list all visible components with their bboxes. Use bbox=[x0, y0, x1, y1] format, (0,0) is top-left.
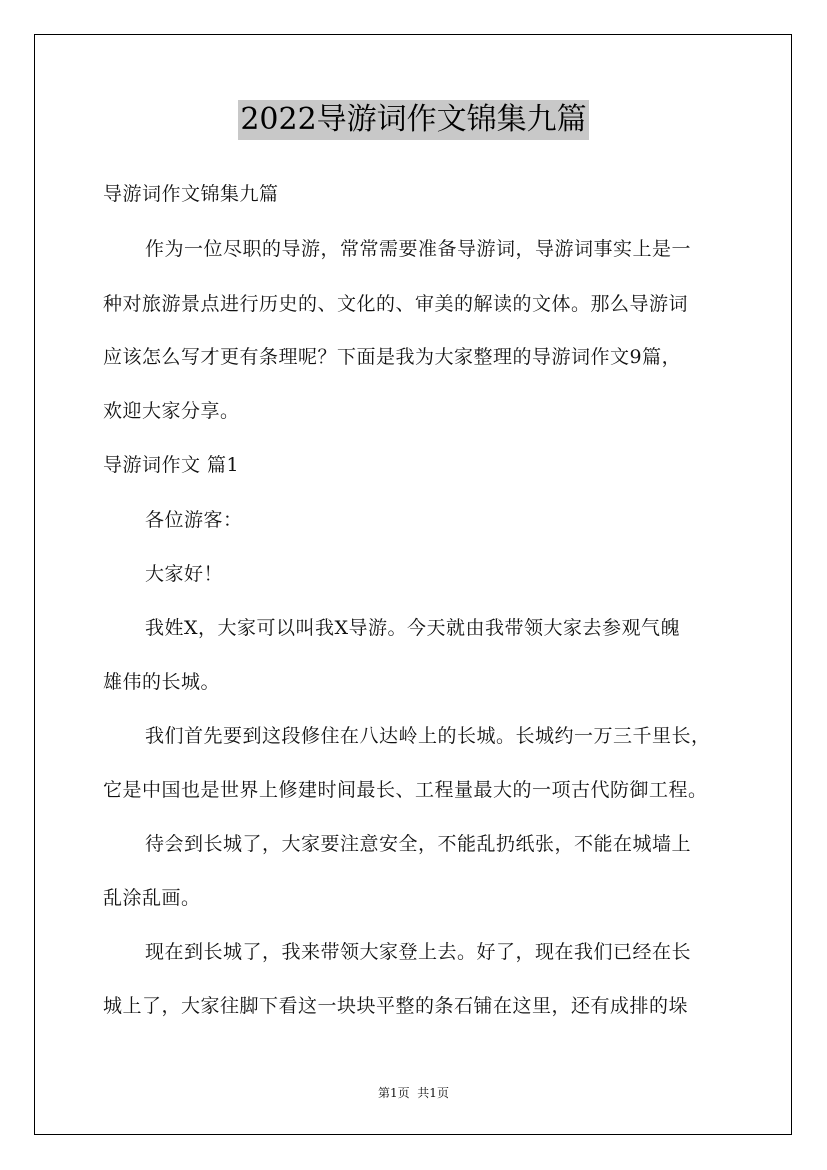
paragraph-line: 我姓X，大家可以叫我X导游。今天就由我带领大家去参观气魄 bbox=[145, 617, 681, 639]
paragraph-line: 大家好！ bbox=[145, 563, 224, 585]
paragraph-line: 种对旅游景点进行历史的、文化的、审美的解读的文体。那么导游词 bbox=[103, 293, 689, 315]
page-footer: 第1页 共1页 bbox=[378, 1086, 449, 1100]
paragraph-line: 乱涂乱画。 bbox=[103, 887, 201, 909]
paragraph-line: 它是中国也是世界上修建时间最长、工程量最大的一项古代防御工程。 bbox=[103, 779, 708, 801]
document-title: 2022导游词作文锦集九篇 bbox=[238, 100, 588, 140]
paragraph-line: 雄伟的长城。 bbox=[103, 671, 221, 693]
section-heading: 导游词作文 篇1 bbox=[103, 454, 240, 476]
paragraph-line: 欢迎大家分享。 bbox=[103, 400, 240, 422]
title-container bbox=[0, 100, 827, 140]
paragraph-line: 作为一位尽职的导游，常常需要准备导游词，导游词事实上是一 bbox=[145, 238, 692, 260]
paragraph-line: 待会到长城了，大家要注意安全，不能乱扔纸张，不能在城墙上 bbox=[145, 833, 692, 855]
paragraph-line: 城上了，大家往脚下看这一块块平整的条石铺在这里，还有成排的垛 bbox=[103, 995, 689, 1017]
paragraph-line: 现在到长城了，我来带领大家登上去。好了，现在我们已经在长 bbox=[145, 941, 692, 963]
paragraph-line: 我们首先要到这段修住在八达岭上的长城。长城约一万三千里长， bbox=[145, 725, 711, 747]
subtitle-line: 导游词作文锦集九篇 bbox=[103, 183, 279, 205]
paragraph-line: 各位游客： bbox=[145, 509, 243, 531]
paragraph-line: 应该怎么写才更有条理呢？下面是我为大家整理的导游词作文9篇， bbox=[103, 346, 682, 368]
